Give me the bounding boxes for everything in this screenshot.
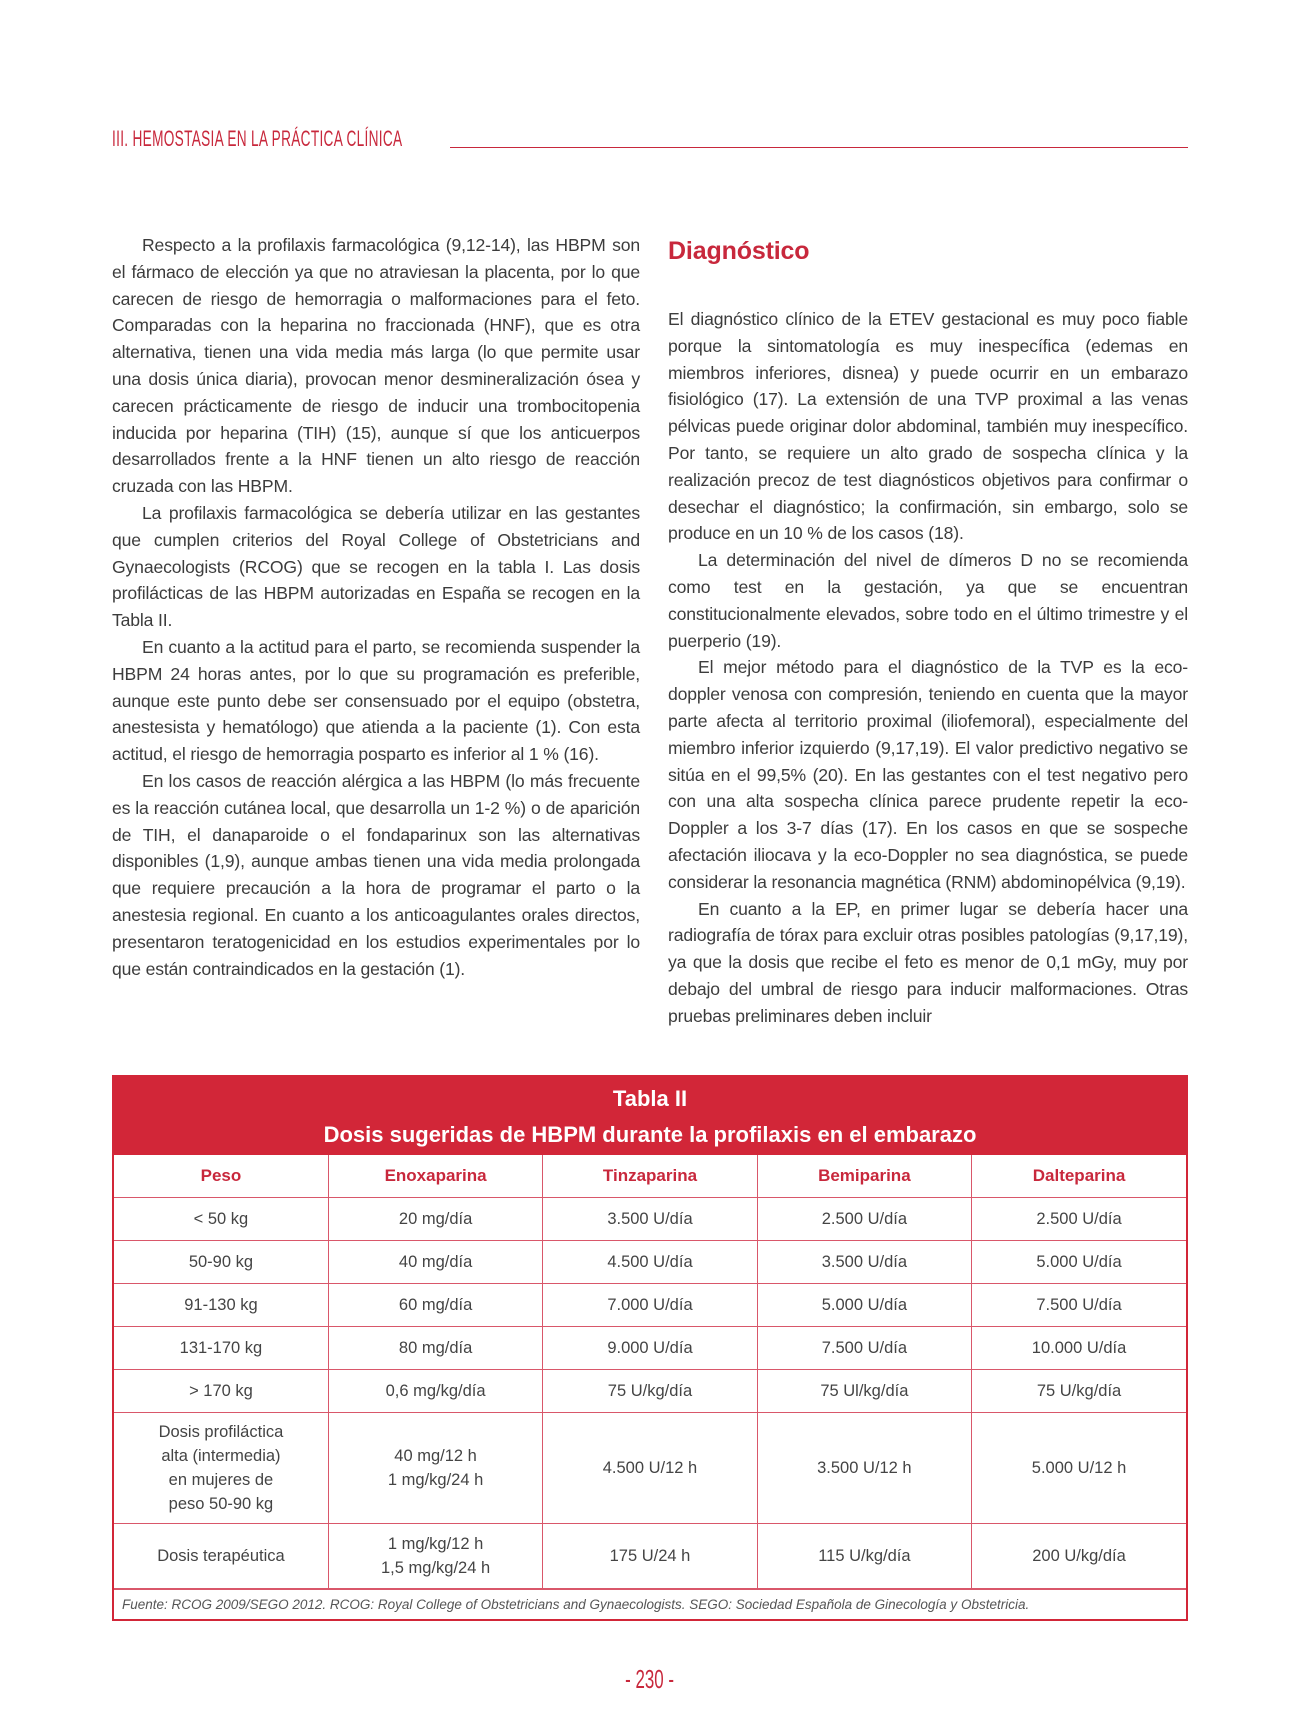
cell-bemiparina: 7.500 U/día — [757, 1327, 971, 1370]
cell-tinzaparina: 9.000 U/día — [543, 1327, 757, 1370]
cell-enoxaparina: 20 mg/día — [328, 1198, 542, 1241]
table-row-therapeutic-dose — [114, 1524, 1186, 1589]
cell-dalteparina: 5.000 U/12 h — [972, 1413, 1186, 1524]
paragraph: Respecto a la profilaxis farmacológica (9,12-14), las HBPM son el fármaco de elección ya que no atraviesan la placenta, por lo que carecen de riesgo de hemorragia o malformaciones para el feto. Comparadas con la heparina no fraccionada (HNF), que es otra alternativa, tienen una vida media más larga (lo que permite usar una dosis única diaria), provocan menor desmineralización ósea y carecen prácticamente de riesgo de inducir una trombocitopenia inducida por heparina (TIH) (15), aunque sí que los anticuerpos desarrollados frente a la HNF tienen un alto riesgo de reacción cruzada con las HBPM. — [112, 235, 640, 497]
paragraph: El mejor método para el diagnóstico de la TVP es la eco-doppler venosa con compresión, teniendo en cuenta que la mayor parte afecta al territorio proximal (iliofemoral), especialmente del miembro inferior izquierdo (9,17,19). El valor predictivo negativo se sitúa en el 99,5% (20). En las gestantes con el test negativo pero con una alta sospecha clínica parece prudente repetir la eco-Doppler a los 3-7 días (17). En los casos en que se sospeche afectación iliocava y la eco-Doppler no sea diagnóstica, se puede considerar la resonancia magnética (RNM) abdominopélvica (9,19). — [668, 657, 1188, 892]
chapter-title: III. HEMOSTASIA EN LA PRÁCTICA CLÍNICA — [112, 126, 403, 151]
cell-bemiparina: 5.000 U/día — [757, 1284, 971, 1327]
left-column — [112, 232, 640, 982]
cell-peso: < 50 kg — [114, 1198, 328, 1241]
cell-dalteparina: 7.500 U/día — [972, 1284, 1186, 1327]
cell-tinzaparina: 7.000 U/día — [543, 1284, 757, 1327]
paragraph: En los casos de reacción alérgica a las HBPM (lo más frecuente es la reacción cutánea local, que desarrolla un 1-2 %) o de aparición de TIH, el danaparoide o el fondaparinux son las alternativas disponibles (1,9), aunque ambas tienen una vida media prolongada que requiere precaución a la hora de programar el parto o la anestesia regional. En cuanto a los anticoagulantes orales directos, presentaron teratogenicidad en los estudios experimentales por lo que están contraindicados en la gestación (1). — [112, 770, 640, 979]
cell-tinzaparina: 75 U/kg/día — [543, 1370, 757, 1413]
table-title: Dosis sugeridas de HBPM durante la profilaxis en el embarazo — [323, 1122, 977, 1147]
cell-enoxaparina — [328, 1524, 542, 1589]
table-header-row — [114, 1155, 1186, 1198]
cell-tinzaparina: 4.500 U/día — [543, 1241, 757, 1284]
table-row — [114, 1241, 1186, 1284]
cell-enoxaparina: 60 mg/día — [328, 1284, 542, 1327]
table-row — [114, 1198, 1186, 1241]
paragraph: La profilaxis farmacológica se debería utilizar en las gestantes que cumplen criterios del Royal College of Obstetricians and Gynaecologists (RCOG) que se recogen en la tabla I. Las dosis profilácticas de las HBPM autorizadas en España se recogen en la Tabla II. — [112, 502, 640, 631]
cell-peso: > 170 kg — [114, 1370, 328, 1413]
column-header-bemiparina: Bemiparina — [757, 1155, 971, 1198]
cell-peso: 131-170 kg — [114, 1327, 328, 1370]
column-header-peso: Peso — [114, 1155, 328, 1198]
section-heading-diagnostico: Diagnóstico — [668, 237, 810, 265]
cell-dalteparina: 10.000 U/día — [972, 1327, 1186, 1370]
cell-peso — [114, 1413, 328, 1524]
table-label: Tabla II — [612, 1086, 688, 1111]
column-header-dalteparina: Dalteparina — [972, 1155, 1186, 1198]
cell-enoxaparina: 0,6 mg/kg/día — [328, 1370, 542, 1413]
right-column — [668, 232, 1188, 1030]
paragraph: La determinación del nivel de dímeros D no se recomienda como test en la gestación, ya que se encuentran constitucionalmente elevados, sobre todo en el último trimestre y el puerperio (19). — [668, 550, 1188, 651]
paragraph: En cuanto a la EP, en primer lugar se debería hacer una radiografía de tórax para excluir otras posibles patologías (9,17,19), ya que la dosis que recibe el feto es menor de 0,1 mGy, muy por debajo del umbral de riesgo para inducir malformaciones. Otras pruebas preliminares deben incluir — [668, 898, 1188, 1026]
cell-enoxaparina: 80 mg/día — [328, 1327, 542, 1370]
page-number-text: - 230 - — [625, 1664, 675, 1694]
paragraph: En cuanto a la actitud para el parto, se recomienda suspender la HBPM 24 horas antes, por lo que su programación es preferible, aunque este punto debe ser consensuado por el equipo (obstetra, anestesista y hematólogo) que atienda a la paciente (1). Con esta actitud, el riesgo de hemorragia posparto es inferior al 1 % (16). — [112, 636, 640, 765]
cell-peso: Dosis terapéutica — [114, 1524, 328, 1589]
cell-bemiparina: 3.500 U/12 h — [757, 1413, 971, 1524]
cell-line: alta (intermedia) — [161, 1447, 281, 1465]
cell-line: en mujeres de — [168, 1471, 274, 1489]
cell-line: 1,5 mg/kg/24 h — [381, 1559, 491, 1577]
cell-line: 1 mg/kg/24 h — [387, 1471, 484, 1489]
cell-enoxaparina — [328, 1413, 542, 1524]
cell-bemiparina: 3.500 U/día — [757, 1241, 971, 1284]
table-caption — [114, 1077, 1186, 1155]
cell-line: peso 50-90 kg — [168, 1495, 274, 1513]
column-header-tinzaparina: Tinzaparina — [543, 1155, 757, 1198]
cell-bemiparina: 75 Ul/kg/día — [757, 1370, 971, 1413]
cell-line: 1 mg/kg/12 h — [387, 1535, 484, 1553]
cell-dalteparina: 75 U/kg/día — [972, 1370, 1186, 1413]
cell-tinzaparina: 3.500 U/día — [543, 1198, 757, 1241]
table-row — [114, 1284, 1186, 1327]
cell-dalteparina: 5.000 U/día — [972, 1241, 1186, 1284]
cell-peso: 50-90 kg — [114, 1241, 328, 1284]
cell-bemiparina: 2.500 U/día — [757, 1198, 971, 1241]
cell-bemiparina: 115 U/kg/día — [757, 1524, 971, 1589]
table-row — [114, 1327, 1186, 1370]
cell-line: 40 mg/12 h — [394, 1447, 477, 1465]
cell-line: Dosis profiláctica — [158, 1423, 284, 1441]
paragraph: El diagnóstico clínico de la ETEV gestacional es muy poco fiable porque la sintomatología es muy inespecífica (edemas en miembros inferiores, disnea) y puede ocurrir en un embarazo fisiológico (17). La extensión de una TVP proximal a las venas pélvicas puede originar dolor abdominal, también muy inespecífico. Por tanto, se requiere un alto grado de sospecha clínica y la realización precoz de test diagnósticos objetivos para confirmar o desechar el diagnóstico; la confirmación, sin embargo, solo se produce en un 10 % de los casos (18). — [668, 309, 1188, 544]
table-source-note: Fuente: RCOG 2009/SEGO 2012. RCOG: Royal College of Obstetricians and Gynaecologists. SEGO: Sociedad Española de Ginecología y Obstetricia. — [114, 1589, 1186, 1619]
cell-peso: 91-130 kg — [114, 1284, 328, 1327]
column-header-enoxaparina: Enoxaparina — [328, 1155, 542, 1198]
cell-tinzaparina: 4.500 U/12 h — [543, 1413, 757, 1524]
table-row — [114, 1370, 1186, 1413]
cell-enoxaparina: 40 mg/día — [328, 1241, 542, 1284]
page-number — [0, 1664, 1300, 1695]
dosage-grid — [114, 1155, 1186, 1589]
cell-dalteparina: 2.500 U/día — [972, 1198, 1186, 1241]
dosage-table — [112, 1075, 1188, 1621]
cell-dalteparina: 200 U/kg/día — [972, 1524, 1186, 1589]
running-head — [112, 118, 1188, 154]
header-rule — [450, 147, 1188, 148]
table-row-intermediate-dose — [114, 1413, 1186, 1524]
cell-tinzaparina: 175 U/24 h — [543, 1524, 757, 1589]
